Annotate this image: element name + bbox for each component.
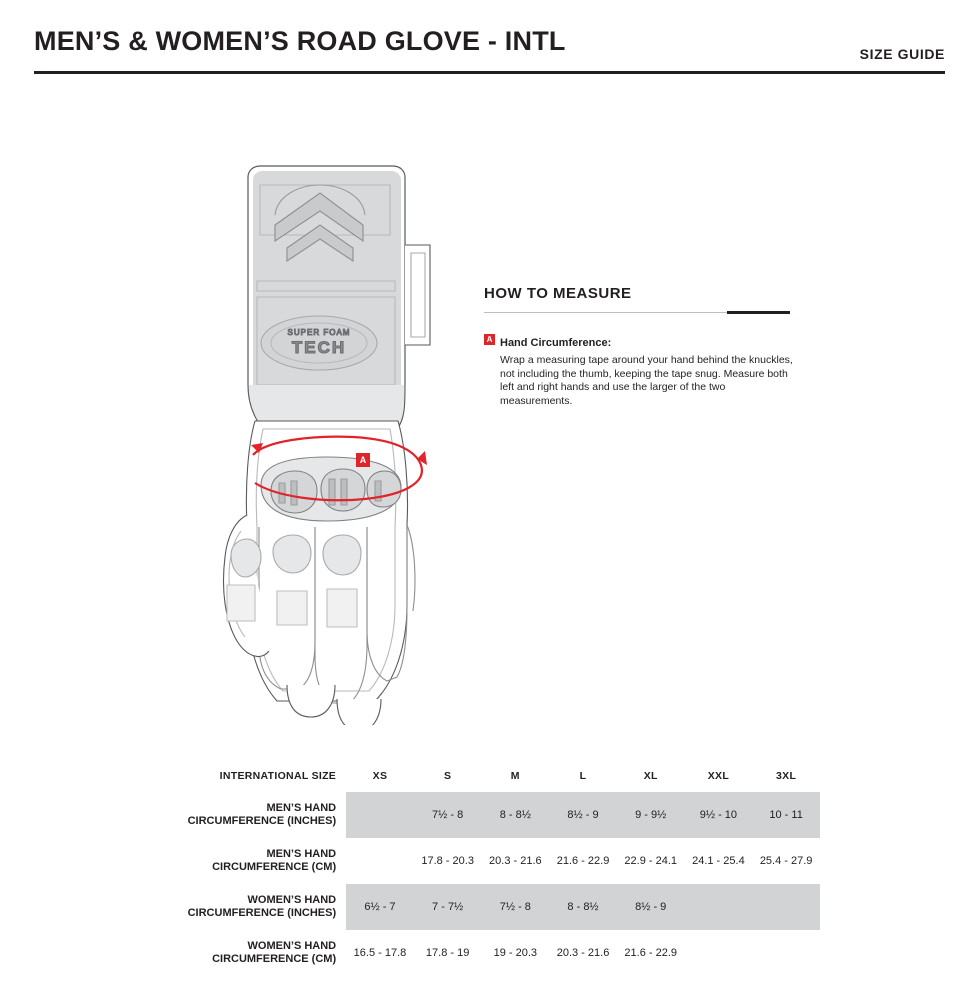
table-cell xyxy=(685,884,753,930)
svg-text:SUPER FOAM: SUPER FOAM xyxy=(287,328,351,337)
row-label-line2: CIRCUMFERENCE (INCHES) xyxy=(187,815,337,827)
row-label-line1: MEN’S HAND xyxy=(266,848,337,860)
size-table xyxy=(160,760,820,976)
how-to-measure-body xyxy=(484,333,802,408)
table-cell: 24.1 - 25.4 xyxy=(692,855,745,867)
table-row xyxy=(160,884,820,930)
table-col-header: XS xyxy=(372,770,388,782)
measure-item-subtitle: Hand Circumference: xyxy=(500,337,612,349)
row-label-line1: WOMEN’S HAND xyxy=(247,940,337,952)
table-cell: 21.6 - 22.9 xyxy=(556,855,610,867)
table-cell: 9½ - 10 xyxy=(685,792,753,838)
table-cell: 6½ - 7 xyxy=(346,884,414,930)
table-cell: 7 - 7½ xyxy=(414,884,482,930)
how-to-measure-divider-accent xyxy=(727,311,790,314)
table-col-header: M xyxy=(510,770,520,782)
table-cell: 8½ - 9 xyxy=(549,792,617,838)
table-cell: 8 - 8½ xyxy=(481,792,549,838)
table-header-row xyxy=(160,760,820,792)
table-row xyxy=(160,930,820,976)
table-cell xyxy=(346,792,414,838)
table-col-header: XL xyxy=(643,770,658,782)
svg-text:TECH: TECH xyxy=(291,338,347,357)
row-label-line2: CIRCUMFERENCE (CM) xyxy=(212,861,337,873)
table-row xyxy=(160,792,820,838)
table-cell: 7½ - 8 xyxy=(414,792,482,838)
table-cell xyxy=(685,930,753,976)
row-label xyxy=(160,838,346,884)
page-title: MEN’S & WOMEN’S ROAD GLOVE - INTL xyxy=(34,26,566,56)
row-label-line1: MEN’S HAND xyxy=(266,802,337,814)
table-cell: 8½ - 9 xyxy=(617,884,685,930)
row-label xyxy=(160,884,346,930)
row-label-line1: WOMEN’S HAND xyxy=(247,894,337,906)
row-label xyxy=(160,930,346,976)
row-label xyxy=(160,792,346,838)
how-to-measure-title: HOW TO MEASURE xyxy=(484,285,632,302)
table-cell xyxy=(752,884,820,930)
table-cell: 21.6 - 22.9 xyxy=(624,947,677,959)
table-cell: 7½ - 8 xyxy=(481,884,549,930)
table-cell xyxy=(346,838,414,884)
table-col-header: 3XL xyxy=(776,770,797,782)
table-row xyxy=(160,838,820,884)
table-cell: 19 - 20.3 xyxy=(493,947,538,959)
how-to-measure-panel xyxy=(484,285,804,407)
table-cell: 25.4 - 27.9 xyxy=(759,855,813,867)
table-cell: 17.8 - 20.3 xyxy=(421,855,474,867)
header-divider xyxy=(34,71,945,74)
table-cell: 17.8 - 19 xyxy=(425,947,470,959)
measure-item-row xyxy=(484,333,802,408)
measure-point-a-icon: A xyxy=(484,334,495,345)
table-cell: 9 - 9½ xyxy=(617,792,685,838)
table-cell: 16.5 - 17.8 xyxy=(353,947,407,959)
table-cell: 22.9 - 24.1 xyxy=(624,855,677,867)
table-cell: 20.3 - 21.6 xyxy=(489,855,542,867)
table-col-header: XXL xyxy=(707,770,730,782)
table-header-label: INTERNATIONAL SIZE xyxy=(160,760,346,792)
measure-item-text: Wrap a measuring tape around your hand behind the knuckles, not including the thumb, keeping the tape snug. Measure both left and right hands and use the larger of the two measurements. xyxy=(500,354,793,407)
row-label-line2: CIRCUMFERENCE (CM) xyxy=(212,953,337,965)
table-cell: 20.3 - 21.6 xyxy=(556,947,610,959)
table-col-header: S xyxy=(443,770,452,782)
row-label-line2: CIRCUMFERENCE (INCHES) xyxy=(187,907,337,919)
measure-point-a-badge: A xyxy=(356,453,370,467)
table-cell: 8 - 8½ xyxy=(549,884,617,930)
table-cell xyxy=(752,930,820,976)
table-cell: 10 - 11 xyxy=(752,792,820,838)
size-guide-label: SIZE GUIDE xyxy=(859,46,945,62)
page-header xyxy=(34,26,945,76)
table-col-header: L xyxy=(579,770,587,782)
